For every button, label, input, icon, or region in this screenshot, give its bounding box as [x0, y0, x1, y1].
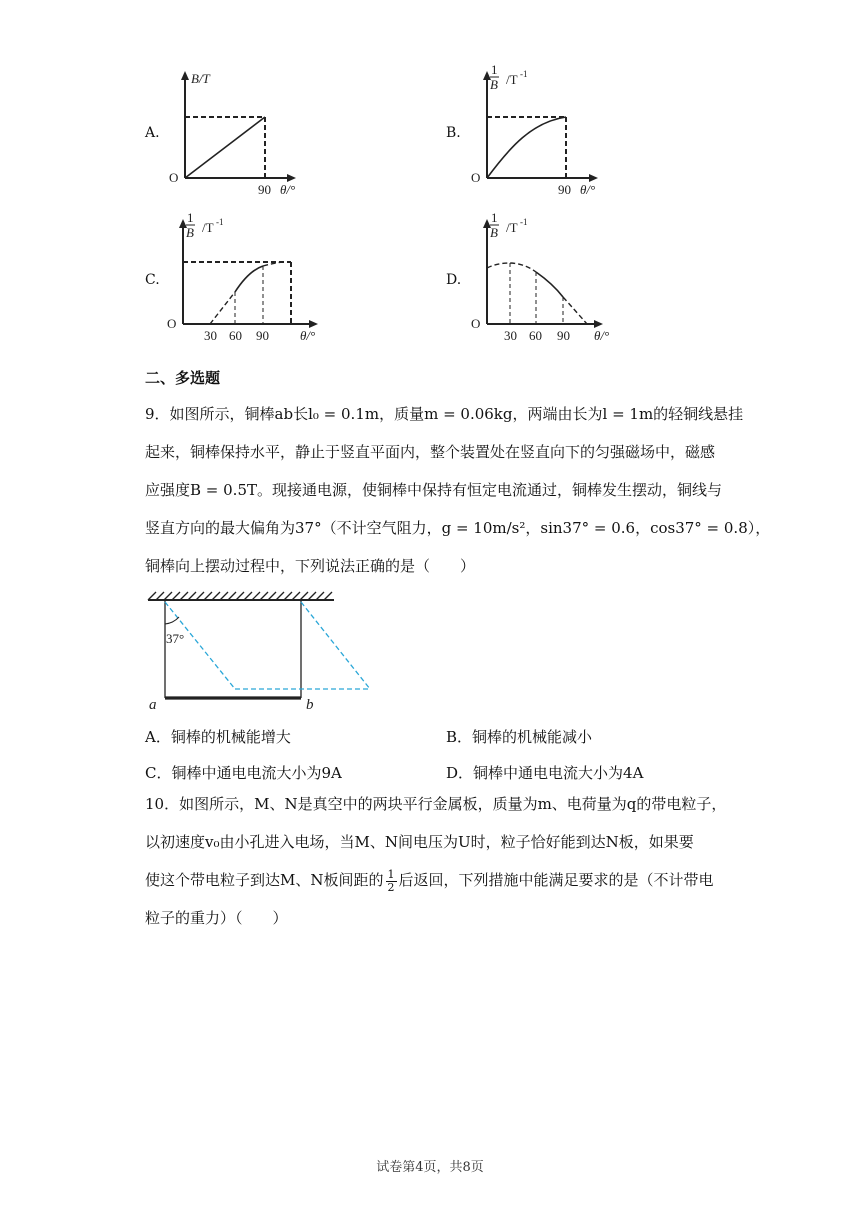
graph-d-xtick-60: 60: [529, 328, 542, 343]
q9-choice-a: A．铜棒的机械能增大: [145, 728, 291, 746]
graph-d-frac-den: B: [490, 225, 498, 240]
q9-end-b: b: [306, 697, 314, 713]
option-d-label: D.: [446, 272, 462, 288]
graph-b-xaxis: θ/°: [580, 182, 596, 197]
q10-line-3-pre: 使这个带电粒子到达M、N板间距的: [145, 871, 384, 889]
q9-figure: [140, 590, 380, 719]
graph-d: [470, 212, 620, 349]
q9-line-4: 竖直方向的最大偏角为37°（不计空气阻力，g = 10m/s²，sin37° = 0.6，cos37° = 0.8），: [145, 519, 771, 537]
graph-c: [167, 210, 325, 349]
graph-a-xaxis: θ/°: [280, 182, 296, 197]
graph-b-xtick: 90: [558, 182, 571, 197]
option-b-label: B.: [446, 125, 461, 141]
option-a-label: A.: [145, 125, 160, 141]
graph-c-xtick-30: 30: [204, 328, 217, 343]
graph-d-origin: O: [471, 316, 481, 331]
q9-end-a: a: [149, 697, 157, 713]
graph-a-origin: O: [169, 170, 179, 185]
graph-d-xtick-90: 90: [557, 328, 570, 343]
option-c-label: C.: [145, 272, 160, 288]
graph-d-unit-sup: -1: [520, 217, 528, 227]
graph-c-frac-num: 1: [187, 210, 194, 225]
q10-line-1: 10．如图所示，M、N是真空中的两块平行金属板，质量为m、电荷量为q的带电粒子，: [145, 795, 727, 813]
q10-line-2: 以初速度v₀由小孔进入电场，当M、N间电压为U时，粒子恰好能到达N板，如果要: [145, 833, 694, 851]
q9-choice-d: D．铜棒中通电电流大小为4A: [446, 764, 644, 782]
graph-c-unit: /T: [202, 220, 214, 235]
graph-d-unit: /T: [506, 220, 518, 235]
graph-b: [470, 62, 610, 199]
graph-c-xaxis: θ/°: [300, 328, 316, 343]
q10-fraction: [386, 869, 397, 894]
q9-line-5: 铜棒向上摆动过程中，下列说法正确的是（ ）: [145, 557, 476, 575]
page-footer: 试卷第4页，共8页: [376, 1160, 484, 1175]
q10-frac-den: 2: [387, 880, 395, 894]
graph-c-unit-sup: -1: [216, 217, 224, 227]
graph-b-unit-sup: -1: [520, 69, 528, 79]
section-title: 二、多选题: [145, 369, 221, 387]
graph-b-unit: /T: [506, 72, 518, 87]
q9-line-2: 起来，铜棒保持水平，静止于竖直平面内，整个装置处在竖直向下的匀强磁场中，磁感: [145, 443, 716, 461]
graph-c-origin: O: [167, 316, 177, 331]
graph-a-yaxis: B/T: [191, 71, 210, 86]
graph-a: [170, 70, 300, 199]
q10-line-3: [145, 862, 714, 899]
q10-line-4: 粒子的重力）（ ）: [145, 909, 288, 927]
graph-c-xtick-90: 90: [256, 328, 269, 343]
q10-line-3-post: 后返回，下列措施中能满足要求的是（不计带电: [398, 871, 714, 889]
graph-a-xtick: 90: [258, 182, 271, 197]
graph-b-origin: O: [471, 170, 481, 185]
graph-c-xtick-60: 60: [229, 328, 242, 343]
q10-frac-num: 1: [387, 867, 395, 881]
graph-d-xtick-30: 30: [504, 328, 517, 343]
graph-d-frac-num: 1: [491, 210, 498, 225]
q9-line-1: 9．如图所示，铜棒ab长l₀ = 0.1m，质量m = 0.06kg，两端由长为l = 1m的轻铜线悬挂: [145, 405, 744, 423]
graph-b-frac-num: 1: [491, 62, 498, 77]
graph-c-frac-den: B: [186, 225, 194, 240]
graph-d-xaxis: θ/°: [594, 328, 610, 343]
q9-angle-label: 37°: [166, 631, 185, 646]
q9-choice-c: C．铜棒中通电电流大小为9A: [145, 764, 342, 782]
graph-b-frac-den: B: [490, 77, 498, 92]
q9-line-3: 应强度B = 0.5T。现接通电源，使铜棒中保持有恒定电流通过，铜棒发生摆动，铜线与: [145, 481, 722, 499]
q9-choice-b: B．铜棒的机械能减小: [446, 728, 593, 746]
